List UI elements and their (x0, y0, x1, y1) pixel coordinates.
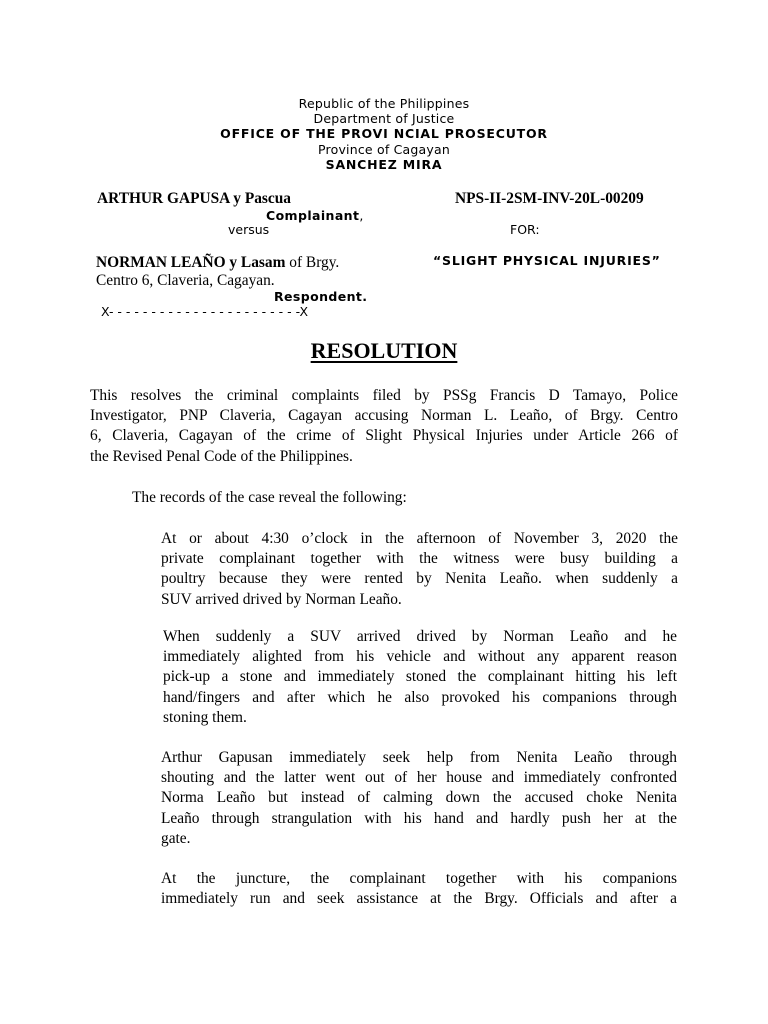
paragraph-line: hand/fingers and after which he also provoked his companions through (163, 688, 677, 706)
paragraph-records-intro: The records of the case reveal the following: (132, 489, 407, 506)
document-title (0, 338, 768, 364)
paragraph-intro (90, 386, 678, 467)
paragraph-line: immediately run and seek assistance at the Brgy. Officials and after a (161, 890, 677, 908)
paragraph-line: Norma Leaño but instead of calming down the accused choke Nenita (161, 789, 677, 807)
paragraph-line: When suddenly a SUV arrived drived by Norman Leaño and he (163, 628, 677, 645)
header-province: Province of Cagayan (318, 142, 450, 157)
header-republic: Republic of the Philippines (298, 96, 470, 111)
offense-label: “SLIGHT PHYSICAL INJURIES” (433, 253, 661, 268)
paragraph-facts-3 (161, 748, 677, 849)
header-department: Department of Justice (313, 111, 455, 126)
paragraph-facts-1 (161, 529, 678, 610)
respondent-name: NORMAN LEAÑO y Lasam (96, 254, 286, 271)
paragraph-line: SUV arrived drived by Norman Leaño. (161, 590, 402, 608)
paragraph-facts-4 (161, 869, 677, 909)
caption-divider: X- - - - - - - - - - - - - - - - - - - - - - -X (101, 304, 309, 319)
paragraph-line: pick-up a stone and immediately stoned the complainant hitting his left (163, 668, 677, 686)
header-municipality: SANCHEZ MIRA (325, 157, 443, 172)
respondent-label: Respondent. (274, 289, 368, 304)
paragraph-line: poultry because they were rented by Nenita Leaño. when suddenly a (161, 570, 678, 588)
paragraph-line: immediately alighted from his vehicle and without any apparent reason (163, 648, 677, 666)
complainant-comma: , (359, 208, 364, 223)
versus-label: versus (228, 222, 270, 237)
paragraph-facts-2 (163, 627, 677, 728)
respondent-line (96, 254, 339, 272)
paragraph-line: Investigator, PNP Claveria, Cagayan accusing Norman L. Leaño, of Brgy. Centro (90, 407, 678, 425)
paragraph-line: stoning them. (163, 708, 247, 726)
document-title-text: RESOLUTION (310, 338, 458, 363)
paragraph-line: the Revised Penal Code of the Philippines. (90, 447, 353, 465)
paragraph-line: Leaño through strangulation with his hand and hardly push her at the (161, 809, 677, 827)
for-label: FOR: (510, 222, 540, 237)
respondent-address-part2: Centro 6, Claveria, Cagayan. (96, 272, 275, 289)
paragraph-line: Arthur Gapusan immediately seek help from Nenita Leaño through (161, 749, 677, 766)
complainant-label: Complainant (266, 208, 360, 223)
complainant-label-line (266, 208, 363, 223)
paragraph-line: gate. (161, 829, 191, 847)
paragraph-line: At the juncture, the complainant together with his companions (161, 870, 677, 887)
paragraph-line: At or about 4:30 o’clock in the afternoon of November 3, 2020 the (161, 530, 678, 547)
respondent-address-part1: of Brgy. (285, 254, 340, 271)
case-number: NPS-II-2SM-INV-20L-00209 (455, 190, 644, 207)
paragraph-line: private complainant together with the witness were busy building a (161, 550, 678, 568)
paragraph-line: shouting and the latter went out of her house and immediately confronted (161, 769, 677, 787)
paragraph-line: This resolves the criminal complaints filed by PSSg Francis D Tamayo, Police (90, 387, 678, 404)
header-office: OFFICE OF THE PROVI NCIAL PROSECUTOR (220, 126, 548, 141)
paragraph-line: 6, Claveria, Cagayan of the crime of Slight Physical Injuries under Article 266 of (90, 427, 678, 445)
complainant-name: ARTHUR GAPUSA y Pascua (97, 190, 291, 207)
